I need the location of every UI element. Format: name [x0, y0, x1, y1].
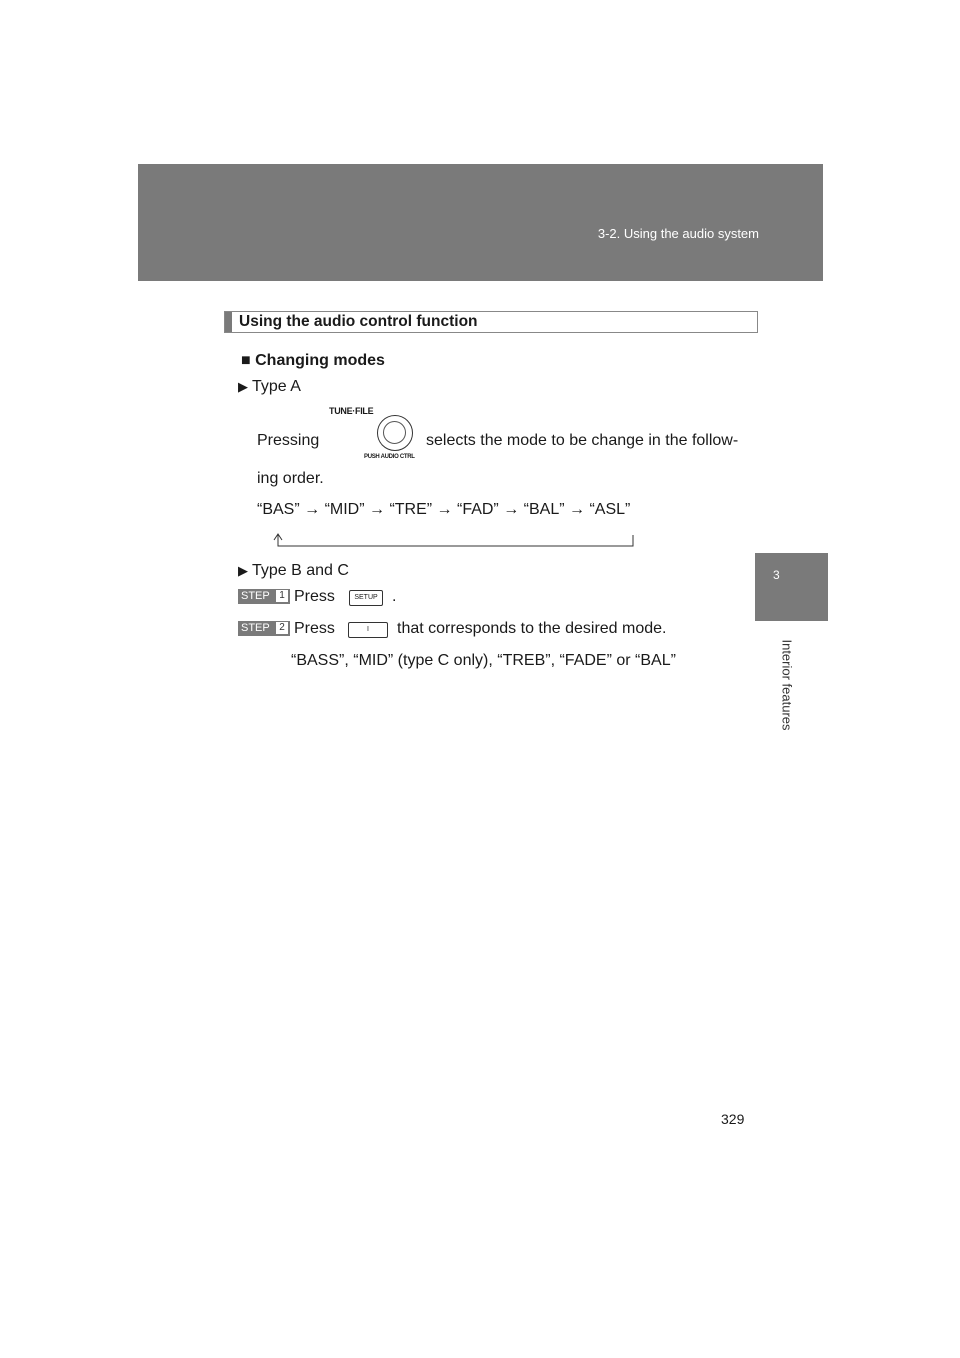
step-2-badge: STEP 2	[238, 621, 290, 636]
section-heading	[224, 311, 758, 333]
chapter-label: Interior features	[779, 639, 795, 731]
type-bc-label: ▶ Type B and C	[238, 562, 349, 579]
mode-sequence: “BAS” → “MID” → “TRE” → “FAD” → “BAL” → “ASL”	[257, 501, 631, 518]
loop-arrow-icon	[272, 531, 634, 549]
chapter-tab	[755, 553, 828, 621]
mode-options-note: “BASS”, “MID” (type C only), “TREB”, “FADE” or “BAL”	[291, 652, 676, 669]
triangle-right-icon: ▶	[238, 563, 248, 578]
knob-bottom-label: PUSH AUDIO CTRL	[364, 454, 415, 460]
step-2-text: that corresponds to the desired mode.	[397, 620, 667, 637]
step-2-press: Press	[294, 620, 335, 637]
pressing-text: Pressing	[257, 432, 320, 449]
type-a-label: ▶ Type A	[238, 378, 301, 395]
step-1-press: Press	[294, 588, 335, 605]
triangle-right-icon: ▶	[238, 379, 248, 394]
preset-button-icon: I	[348, 622, 388, 638]
heading-bar	[225, 312, 232, 332]
square-bullet-icon: ■	[241, 352, 251, 369]
heading-title: Using the audio control function	[239, 313, 478, 330]
subsection-title: ■ Changing modes	[241, 352, 385, 369]
knob-circle	[377, 415, 413, 451]
knob-top-label: TUNE·FILE	[329, 406, 374, 416]
step-1-period: .	[392, 588, 397, 605]
chapter-number: 3	[773, 568, 780, 582]
step-1-badge: STEP 1	[238, 589, 290, 604]
order-text: ing order.	[257, 470, 324, 487]
setup-button-icon: SETUP	[349, 590, 383, 606]
selects-text: selects the mode to be change in the follow-	[426, 432, 739, 449]
page-number: 329	[721, 1111, 745, 1127]
tune-file-knob-icon	[327, 406, 421, 464]
page-header	[138, 164, 823, 281]
section-title: 3-2. Using the audio system	[597, 226, 759, 241]
